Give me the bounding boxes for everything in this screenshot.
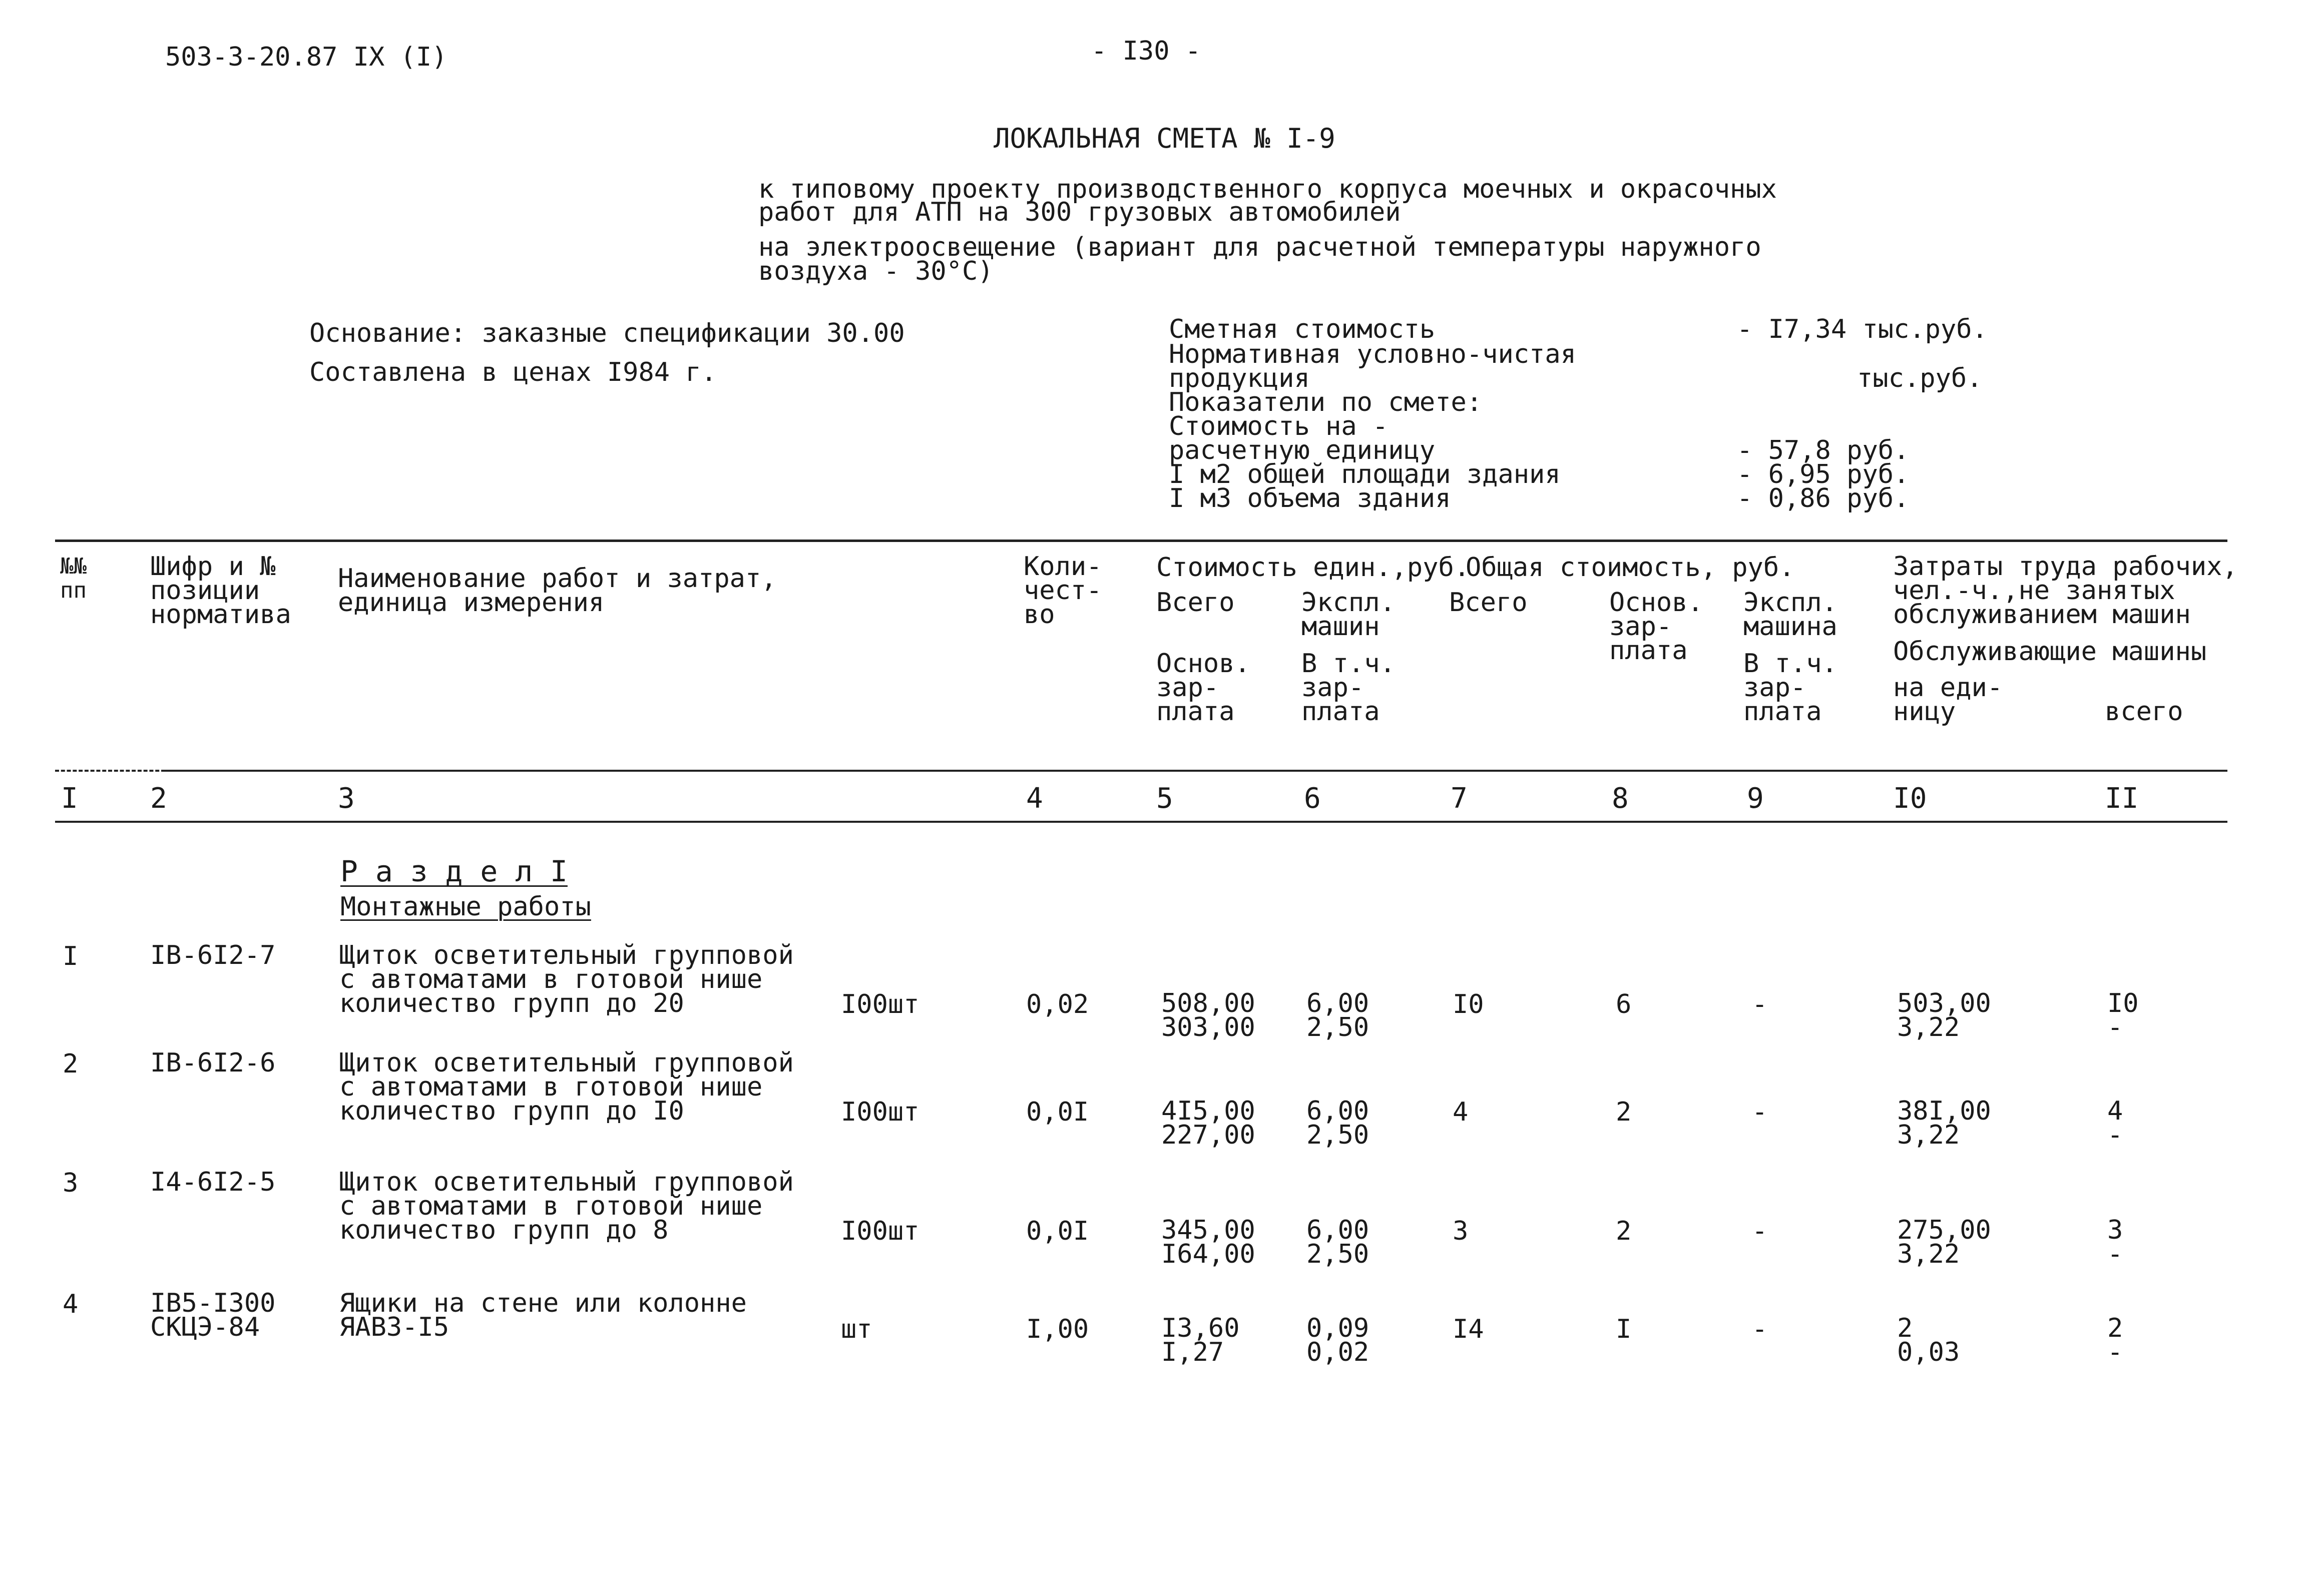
row-total-wage: I xyxy=(1616,1314,1632,1344)
row-total-machines: - xyxy=(1752,1097,1768,1127)
row-unit-cost-total: I3,60 I,27 xyxy=(1161,1313,1240,1367)
title-line-3: на электроосвещение (вариант для расчетной температуры наружного xyxy=(758,232,1761,262)
area-label: I м2 общей площади здания xyxy=(1169,459,1561,489)
column-number: 3 xyxy=(338,782,355,815)
header-code: Шифр и № позиции норматива xyxy=(150,552,291,630)
cost-per-label: Стоимость на - xyxy=(1169,411,1389,441)
header-labor-costs: Затраты труда рабочих, чел.-ч.,не занятых обслуживанием машин xyxy=(1893,552,2238,630)
row-unit-cost-machines: 6,00 2,50 xyxy=(1306,988,1369,1042)
header-labor-machines: Обслуживающие машины xyxy=(1893,637,2207,667)
header-name: Наименование работ и затрат, единица измерения xyxy=(338,564,777,618)
header-col6-wage: В т.ч. зар- плата xyxy=(1301,649,1396,727)
prices-year-text: Составлена в ценах I984 г. xyxy=(309,357,717,387)
unit-label: расчетную единицу xyxy=(1169,435,1436,465)
header-col10-per-unit: на еди- ницу xyxy=(1893,673,2003,727)
column-number: 6 xyxy=(1304,782,1321,815)
unit-value: - 57,8 руб. xyxy=(1737,435,1910,465)
header-col8-wage: Основ. зар- плата xyxy=(1609,588,1703,666)
column-numbers-bottom-rule xyxy=(55,821,2227,823)
header-col9-machine: Экспл. машина xyxy=(1743,588,1837,642)
estimate-title: ЛОКАЛЬНАЯ СМЕТА № I-9 xyxy=(994,123,1335,154)
row-number: I xyxy=(63,941,79,971)
column-number: 7 xyxy=(1451,782,1468,815)
row-total-machines: - xyxy=(1752,1216,1768,1246)
column-number: II xyxy=(2105,782,2139,815)
row-labor-per-unit: 275,00 3,22 xyxy=(1897,1215,1991,1269)
row-unit: шт xyxy=(841,1314,872,1344)
header-col7-total: Всего xyxy=(1449,588,1528,618)
row-total-wage: 2 xyxy=(1616,1216,1632,1246)
header-total-cost: Общая стоимость, руб. xyxy=(1466,553,1795,583)
row-labor-per-unit: 38I,00 3,22 xyxy=(1897,1096,1991,1150)
row-total-wage: 2 xyxy=(1616,1097,1632,1127)
row-total-cost: 3 xyxy=(1453,1216,1469,1246)
document-code: 503-3-20.87 IX (I) xyxy=(165,42,447,72)
indicators-label: Показатели по смете: xyxy=(1169,387,1483,417)
column-number: 2 xyxy=(150,782,167,815)
column-number: 5 xyxy=(1156,782,1173,815)
header-col5-total: Всего xyxy=(1156,588,1235,618)
row-name: Щиток осветительный групповой с автоматами в готовой нише количество групп до 8 xyxy=(339,1167,794,1245)
row-name: Ящики на стене или колонне ЯАВЗ-I5 xyxy=(339,1288,747,1342)
row-total-cost: I0 xyxy=(1453,989,1484,1019)
row-unit-cost-machines: 6,00 2,50 xyxy=(1306,1215,1369,1269)
header-col5-wage: Основ. зар- плата xyxy=(1156,649,1250,727)
row-quantity: I,00 xyxy=(1026,1314,1089,1344)
row-code: IВ5-I300 СКЦЭ-84 xyxy=(150,1288,276,1342)
row-total-wage: 6 xyxy=(1616,989,1632,1019)
page-number: - I30 - xyxy=(1091,36,1201,66)
row-number: 2 xyxy=(63,1049,79,1079)
column-number: I0 xyxy=(1893,782,1927,815)
column-number: 9 xyxy=(1747,782,1764,815)
area-value: - 6,95 руб. xyxy=(1737,459,1910,489)
row-code: I4-6I2-5 xyxy=(150,1167,276,1197)
title-line-2: работ для АТП на 300 грузовых автомобилей xyxy=(758,197,1401,227)
column-number: 8 xyxy=(1612,782,1629,815)
row-number: 4 xyxy=(63,1289,79,1319)
row-labor-per-unit: 2 0,03 xyxy=(1897,1313,1960,1367)
row-code: IВ-6I2-6 xyxy=(150,1048,276,1078)
title-line-4: воздуха - 30°C) xyxy=(758,256,994,286)
row-total-cost: 4 xyxy=(1453,1097,1469,1127)
section-subtitle: Монтажные работы xyxy=(340,892,591,922)
row-unit-cost-total: 4I5,00 227,00 xyxy=(1161,1096,1255,1150)
column-numbers-top-rule xyxy=(165,770,2227,772)
row-unit: I00шт xyxy=(841,1216,919,1246)
row-unit-cost-machines: 0,09 0,02 xyxy=(1306,1313,1369,1367)
header-col9-wage: В т.ч. зар- плата xyxy=(1743,649,1837,727)
header-num: №№ пп xyxy=(60,554,87,603)
header-qty: Коли- чест- во xyxy=(1024,552,1102,630)
row-unit-cost-total: 345,00 I64,00 xyxy=(1161,1215,1255,1269)
row-labor-total: 3 - xyxy=(2107,1215,2123,1269)
section-title: Р а з д е л I xyxy=(340,854,568,888)
estimate-cost-label: Сметная стоимость xyxy=(1169,314,1436,344)
header-col6-machines: Экспл. машин xyxy=(1301,588,1396,642)
row-name: Щиток осветительный групповой с автоматами в готовой нише количество групп до 20 xyxy=(339,940,794,1018)
row-labor-total: I0 - xyxy=(2107,988,2139,1042)
basis-text: Основание: заказные спецификации 30.00 xyxy=(309,318,905,348)
header-unit-cost: Стоимость един.,руб. xyxy=(1156,553,1470,583)
title-line-1: к типовому проекту производственного корпуса моечных и окрасочных xyxy=(758,174,1777,204)
column-number: 4 xyxy=(1026,782,1043,815)
row-total-cost: I4 xyxy=(1453,1314,1484,1344)
row-labor-total: 4 - xyxy=(2107,1096,2123,1150)
row-quantity: 0,0I xyxy=(1026,1216,1089,1246)
row-unit-cost-machines: 6,00 2,50 xyxy=(1306,1096,1369,1150)
row-total-machines: - xyxy=(1752,1314,1768,1344)
table-top-rule xyxy=(55,540,2227,542)
volume-label: I м3 объема здания xyxy=(1169,483,1451,513)
row-number: 3 xyxy=(63,1168,79,1198)
volume-value: - 0,86 руб. xyxy=(1737,483,1910,513)
column-number: I xyxy=(61,782,78,815)
normative-value: тыс.руб. xyxy=(1857,363,1983,393)
row-unit-cost-total: 508,00 303,00 xyxy=(1161,988,1255,1042)
row-labor-per-unit: 503,00 3,22 xyxy=(1897,988,1991,1042)
header-dashed-rule xyxy=(55,770,165,772)
row-name: Щиток осветительный групповой с автоматами в готовой нише количество групп до I0 xyxy=(339,1048,794,1126)
row-code: IВ-6I2-7 xyxy=(150,940,276,970)
row-unit: I00шт xyxy=(841,989,919,1019)
estimate-cost-value: - I7,34 тыс.руб. xyxy=(1737,314,1988,344)
normative-label: Нормативная условно-чистая xyxy=(1169,339,1576,369)
row-total-machines: - xyxy=(1752,989,1768,1019)
header-col11-total: всего xyxy=(2105,697,2183,727)
row-labor-total: 2 - xyxy=(2107,1313,2123,1367)
row-unit: I00шт xyxy=(841,1097,919,1127)
normative-label-2: продукция xyxy=(1169,363,1310,393)
row-quantity: 0,0I xyxy=(1026,1097,1089,1127)
row-quantity: 0,02 xyxy=(1026,989,1089,1019)
